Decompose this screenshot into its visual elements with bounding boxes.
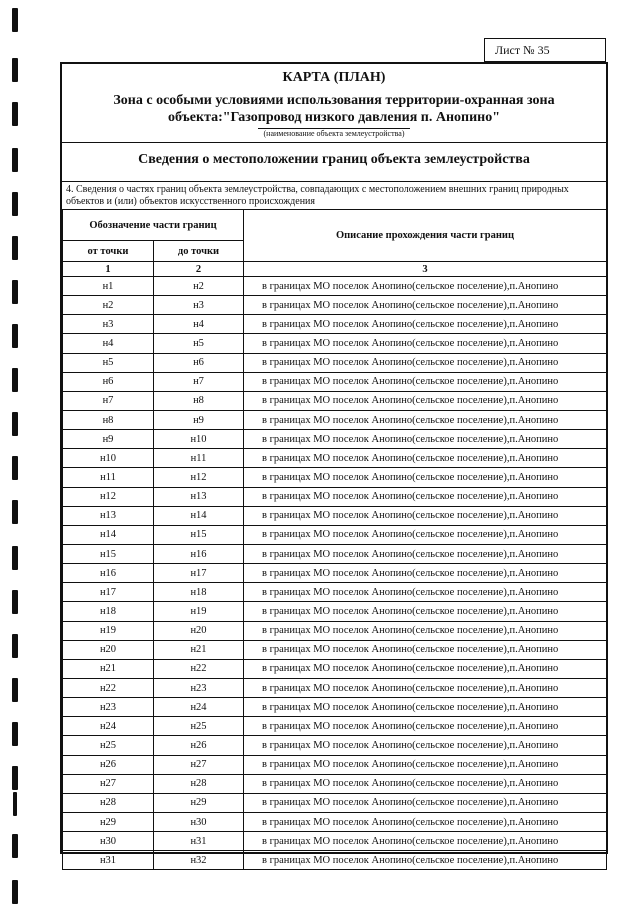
cell-description: в границах МО поселок Анопино(сельское поселение),п.Анопино: [244, 334, 607, 353]
cell-to-point: н10: [154, 430, 244, 449]
cell-description: в границах МО поселок Анопино(сельское поселение),п.Анопино: [244, 372, 607, 391]
table-row: [63, 430, 607, 449]
table-row: [63, 621, 607, 640]
table-row: [63, 334, 607, 353]
cell-to-point: н27: [154, 755, 244, 774]
binding-mark: [12, 8, 18, 32]
header-block: [62, 64, 606, 143]
cell-description: в границах МО поселок Анопино(сельское поселение),п.Анопино: [244, 468, 607, 487]
document-frame: [60, 62, 608, 866]
cell-from-point: н11: [63, 468, 154, 487]
binding-mark: [12, 722, 18, 746]
binding-mark: [12, 368, 18, 392]
cell-to-point: н28: [154, 774, 244, 793]
cell-to-point: н2: [154, 277, 244, 296]
object-caption: [62, 128, 606, 138]
cell-description: в границах МО поселок Анопино(сельское поселение),п.Анопино: [244, 391, 607, 410]
cell-description: в границах МО поселок Анопино(сельское поселение),п.Анопино: [244, 487, 607, 506]
cell-to-point: н15: [154, 525, 244, 544]
cell-description: в границах МО поселок Анопино(сельское поселение),п.Анопино: [244, 353, 607, 372]
table-row: [63, 410, 607, 429]
cell-to-point: н16: [154, 544, 244, 563]
binding-mark: [12, 412, 18, 436]
cell-to-point: н26: [154, 736, 244, 755]
cell-to-point: н5: [154, 334, 244, 353]
cell-to-point: н3: [154, 296, 244, 315]
table-row: [63, 353, 607, 372]
table-row: [63, 832, 607, 851]
binding-mark: [13, 792, 17, 816]
cell-description: в границах МО поселок Анопино(сельское поселение),п.Анопино: [244, 544, 607, 563]
table-row: [63, 602, 607, 621]
binding-mark: [12, 500, 18, 524]
table-row: [63, 678, 607, 697]
table-row: [63, 698, 607, 717]
binding-mark: [12, 102, 18, 126]
page-title: КАРТА (ПЛАН): [282, 70, 386, 85]
cell-from-point: н31: [63, 851, 154, 870]
boundary-parts-table: [62, 209, 607, 870]
cell-description: в границах МО поселок Анопино(сельское поселение),п.Анопино: [244, 410, 607, 429]
cell-description: в границах МО поселок Анопино(сельское поселение),п.Анопино: [244, 296, 607, 315]
cell-from-point: н3: [63, 315, 154, 334]
binding-mark: [12, 766, 18, 790]
cell-from-point: н30: [63, 832, 154, 851]
cell-to-point: н8: [154, 391, 244, 410]
cell-to-point: н22: [154, 659, 244, 678]
cell-from-point: н17: [63, 583, 154, 602]
cell-description: в границах МО поселок Анопино(сельское поселение),п.Анопино: [244, 698, 607, 717]
cell-to-point: н24: [154, 698, 244, 717]
table-row: [63, 315, 607, 334]
cell-description: в границах МО поселок Анопино(сельское поселение),п.Анопино: [244, 678, 607, 697]
header-col-3: 3: [244, 262, 607, 277]
cell-from-point: н20: [63, 640, 154, 659]
cell-to-point: н21: [154, 640, 244, 659]
table-row: [63, 812, 607, 831]
table-row: [63, 372, 607, 391]
cell-description: в границах МО поселок Анопино(сельское поселение),п.Анопино: [244, 659, 607, 678]
cell-to-point: н25: [154, 717, 244, 736]
cell-to-point: н12: [154, 468, 244, 487]
cell-from-point: н16: [63, 564, 154, 583]
cell-to-point: н31: [154, 832, 244, 851]
binding-marks: [12, 0, 26, 905]
table-row: [63, 755, 607, 774]
cell-description: в границах МО поселок Анопино(сельское поселение),п.Анопино: [244, 506, 607, 525]
cell-description: в границах МО поселок Анопино(сельское поселение),п.Анопино: [244, 640, 607, 659]
cell-to-point: н13: [154, 487, 244, 506]
cell-description: в границах МО поселок Анопино(сельское поселение),п.Анопино: [244, 564, 607, 583]
binding-mark: [12, 834, 18, 858]
cell-to-point: н6: [154, 353, 244, 372]
cell-from-point: н15: [63, 544, 154, 563]
cell-from-point: н12: [63, 487, 154, 506]
cell-description: в границах МО поселок Анопино(сельское поселение),п.Анопино: [244, 621, 607, 640]
cell-description: в границах МО поселок Анопино(сельское поселение),п.Анопино: [244, 774, 607, 793]
cell-description: в границах МО поселок Анопино(сельское поселение),п.Анопино: [244, 793, 607, 812]
cell-from-point: н4: [63, 334, 154, 353]
table-row: [63, 583, 607, 602]
cell-from-point: н24: [63, 717, 154, 736]
subtitle-line-2: объекта:"Газопровод низкого давления п. Анопино": [167, 110, 501, 125]
subtitle: [62, 92, 606, 126]
cell-description: в границах МО поселок Анопино(сельское поселение),п.Анопино: [244, 812, 607, 831]
table-row: [63, 544, 607, 563]
header-part-designation: Обозначение части границ: [63, 210, 244, 241]
cell-description: в границах МО поселок Анопино(сельское поселение),п.Анопино: [244, 449, 607, 468]
cell-to-point: н23: [154, 678, 244, 697]
binding-mark: [12, 324, 18, 348]
cell-from-point: н10: [63, 449, 154, 468]
cell-from-point: н23: [63, 698, 154, 717]
table-row: [63, 774, 607, 793]
binding-mark: [12, 678, 18, 702]
cell-to-point: н7: [154, 372, 244, 391]
table-row: [63, 296, 607, 315]
binding-mark: [12, 546, 18, 570]
cell-from-point: н22: [63, 678, 154, 697]
table-row: [63, 659, 607, 678]
cell-from-point: н7: [63, 391, 154, 410]
cell-to-point: н17: [154, 564, 244, 583]
binding-mark: [12, 634, 18, 658]
cell-from-point: н18: [63, 602, 154, 621]
binding-mark: [12, 58, 18, 82]
cell-from-point: н19: [63, 621, 154, 640]
binding-mark: [12, 456, 18, 480]
header-from-point: от точки: [63, 241, 154, 262]
cell-from-point: н29: [63, 812, 154, 831]
cell-to-point: н9: [154, 410, 244, 429]
cell-description: в границах МО поселок Анопино(сельское поселение),п.Анопино: [244, 277, 607, 296]
cell-to-point: н11: [154, 449, 244, 468]
table-row: [63, 525, 607, 544]
cell-from-point: н25: [63, 736, 154, 755]
cell-from-point: н27: [63, 774, 154, 793]
cell-to-point: н19: [154, 602, 244, 621]
header-col-2: 2: [154, 262, 244, 277]
header-col-1: 1: [63, 262, 154, 277]
table-row: [63, 564, 607, 583]
header-description: Описание прохождения части границ: [244, 210, 607, 262]
binding-mark: [12, 280, 18, 304]
cell-description: в границах МО поселок Анопино(сельское поселение),п.Анопино: [244, 583, 607, 602]
cell-to-point: н30: [154, 812, 244, 831]
cell-from-point: н8: [63, 410, 154, 429]
table-row: [63, 736, 607, 755]
binding-mark: [12, 880, 18, 904]
cell-from-point: н9: [63, 430, 154, 449]
binding-mark: [12, 590, 18, 614]
cell-from-point: н5: [63, 353, 154, 372]
cell-to-point: н29: [154, 793, 244, 812]
subtitle-line-1: Зона с особыми условиями использования территории-охранная зона: [113, 93, 555, 108]
section-note: 4. Сведения о частях границ объекта землеустройства, совпадающих с местоположением внешних границ природных объектов и (или) объектов искусственного происхождения: [66, 184, 569, 207]
cell-from-point: н28: [63, 793, 154, 812]
cell-to-point: н18: [154, 583, 244, 602]
cell-from-point: н26: [63, 755, 154, 774]
table-row: [63, 391, 607, 410]
sheet-number: Лист № 35: [484, 38, 606, 62]
header-to-point: до точки: [154, 241, 244, 262]
cell-description: в границах МО поселок Анопино(сельское поселение),п.Анопино: [244, 755, 607, 774]
cell-from-point: н1: [63, 277, 154, 296]
cell-from-point: н21: [63, 659, 154, 678]
section-title: Сведения о местоположении границ объекта землеустройства: [62, 142, 606, 182]
table-row: [63, 851, 607, 870]
cell-to-point: н14: [154, 506, 244, 525]
table-row: [63, 640, 607, 659]
cell-description: в границах МО поселок Анопино(сельское поселение),п.Анопино: [244, 525, 607, 544]
binding-mark: [12, 192, 18, 216]
table-row: [63, 449, 607, 468]
cell-from-point: н2: [63, 296, 154, 315]
cell-from-point: н14: [63, 525, 154, 544]
cell-description: в границах МО поселок Анопино(сельское поселение),п.Анопино: [244, 430, 607, 449]
binding-mark: [12, 148, 18, 172]
cell-from-point: н6: [63, 372, 154, 391]
cell-to-point: н32: [154, 851, 244, 870]
object-caption-text: (наименование объекта землеустройства): [258, 128, 411, 138]
table-row: [63, 277, 607, 296]
table-row: [63, 793, 607, 812]
cell-description: в границах МО поселок Анопино(сельское поселение),п.Анопино: [244, 851, 607, 870]
table-row: [63, 468, 607, 487]
table-row: [63, 506, 607, 525]
cell-description: в границах МО поселок Анопино(сельское поселение),п.Анопино: [244, 736, 607, 755]
cell-description: в границах МО поселок Анопино(сельское поселение),п.Анопино: [244, 832, 607, 851]
table-row: [63, 717, 607, 736]
binding-mark: [12, 236, 18, 260]
cell-description: в границах МО поселок Анопино(сельское поселение),п.Анопино: [244, 602, 607, 621]
cell-to-point: н4: [154, 315, 244, 334]
cell-from-point: н13: [63, 506, 154, 525]
cell-description: в границах МО поселок Анопино(сельское поселение),п.Анопино: [244, 315, 607, 334]
table-row: [63, 487, 607, 506]
cell-description: в границах МО поселок Анопино(сельское поселение),п.Анопино: [244, 717, 607, 736]
cell-to-point: н20: [154, 621, 244, 640]
